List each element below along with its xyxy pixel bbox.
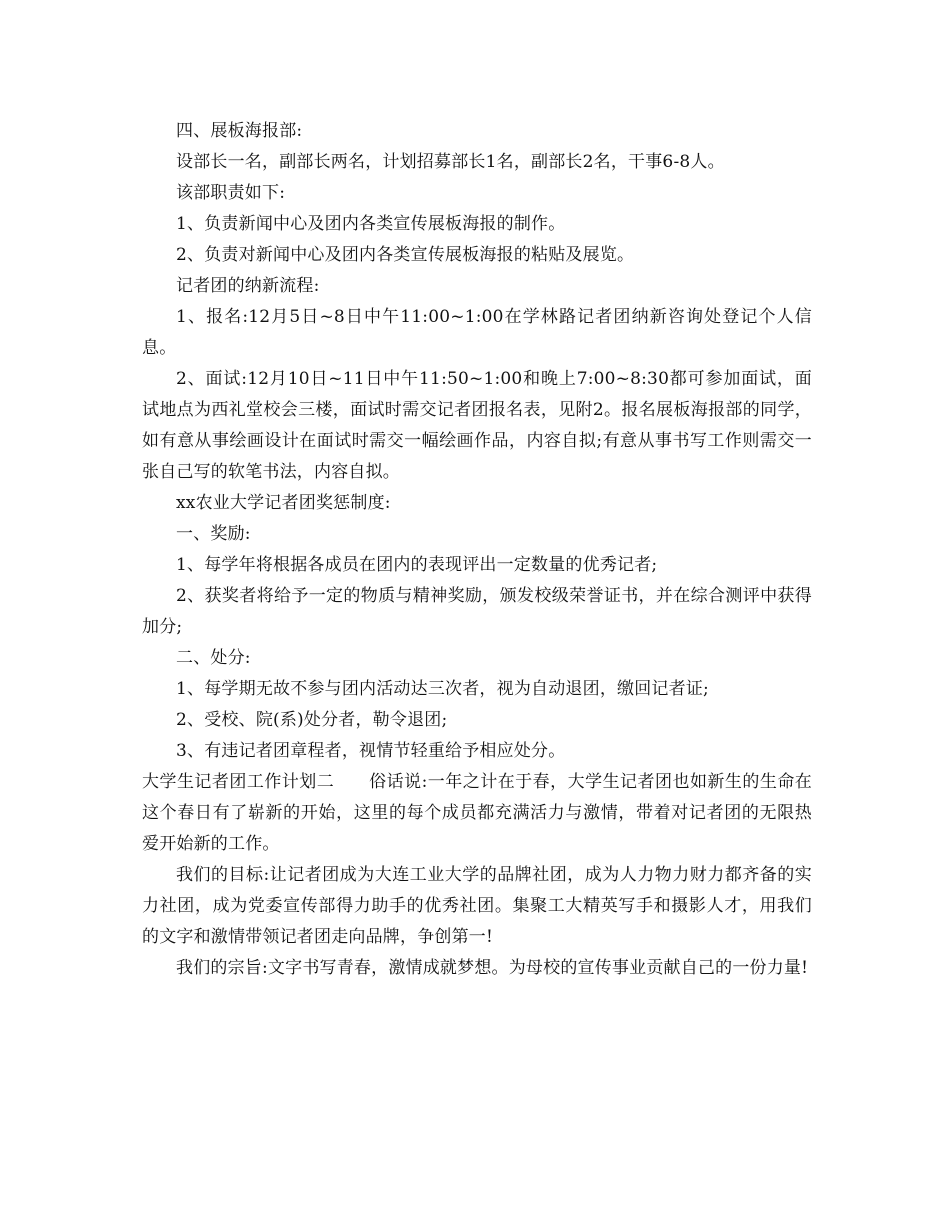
- section-heading-poster-dept: 四、展板海报部:: [176, 121, 303, 141]
- list-item-duty-1: 1、负责新闻中心及团内各类宣传展板海报的制作。: [176, 214, 566, 234]
- list-item-penalty-3: 3、有违记者团章程者，视情节轻重给予相应处分。: [176, 741, 566, 761]
- subsection-heading-penalties: 二、处分:: [176, 648, 251, 668]
- list-item-reward-2: 2、获奖者将给予一定的物质与精神奖励，颁发校级荣誉证书，并在综合测评中获得加分;: [142, 586, 812, 637]
- subsection-heading-rewards: 一、奖励:: [176, 524, 251, 544]
- list-item-penalty-2: 2、受校、院(系)处分者，勒令退团;: [176, 710, 448, 730]
- document-body: [142, 116, 812, 984]
- list-item-reward-1: 1、每学年将根据各成员在团内的表现评出一定数量的优秀记者;: [176, 555, 658, 575]
- list-item-interview: 2、面试:12月10日~11日中午11:50~1:00和晚上7:00~8:30都可参加面试，面试地点为西礼堂校会三楼，面试时需交记者团报名表，见附2。报名展板海报部的同学，如有意从事绘画设计在面试时需交一幅绘画作品，内容自拟;有意从事书写工作则需交一张自己写的软笔书法，内容自拟。: [142, 369, 812, 482]
- paragraph-goal: 我们的目标:让记者团成为大连工业大学的品牌社团，成为人力物力财力都齐备的实力社团，成为党委宣传部得力助手的优秀社团。集聚工大精英写手和摄影人才，用我们的文字和激情带领记者团走向品牌，争创第一!: [142, 865, 812, 947]
- paragraph-plan-two-intro: 大学生记者团工作计划二 俗话说:一年之计在于春，大学生记者团也如新生的生命在这个春日有了崭新的开始，这里的每个成员都充满活力与激情，带着对记者团的无限热爱开始新的工作。: [142, 772, 812, 854]
- paragraph-duties-intro: 该部职责如下:: [176, 183, 286, 203]
- list-item-penalty-1: 1、每学期无故不参与团内活动达三次者，视为自动退团，缴回记者证;: [176, 679, 709, 699]
- section-heading-recruit-process: 记者团的纳新流程:: [176, 276, 320, 296]
- paragraph-tenet: 我们的宗旨:文字书写青春，激情成就梦想。为母校的宣传事业贡献自己的一份力量!: [176, 958, 809, 978]
- list-item-duty-2: 2、负责对新闻中心及团内各类宣传展板海报的粘贴及展览。: [176, 245, 635, 265]
- section-heading-rules: xx农业大学记者团奖惩制度:: [176, 493, 391, 513]
- paragraph-staffing: 设部长一名，副部长两名，计划招募部长1名，副部长2名，干事6-8人。: [176, 152, 725, 172]
- list-item-signup: 1、报名:12月5日~8日中午11:00~1:00在学林路记者团纳新咨询处登记个人信息。: [142, 307, 812, 358]
